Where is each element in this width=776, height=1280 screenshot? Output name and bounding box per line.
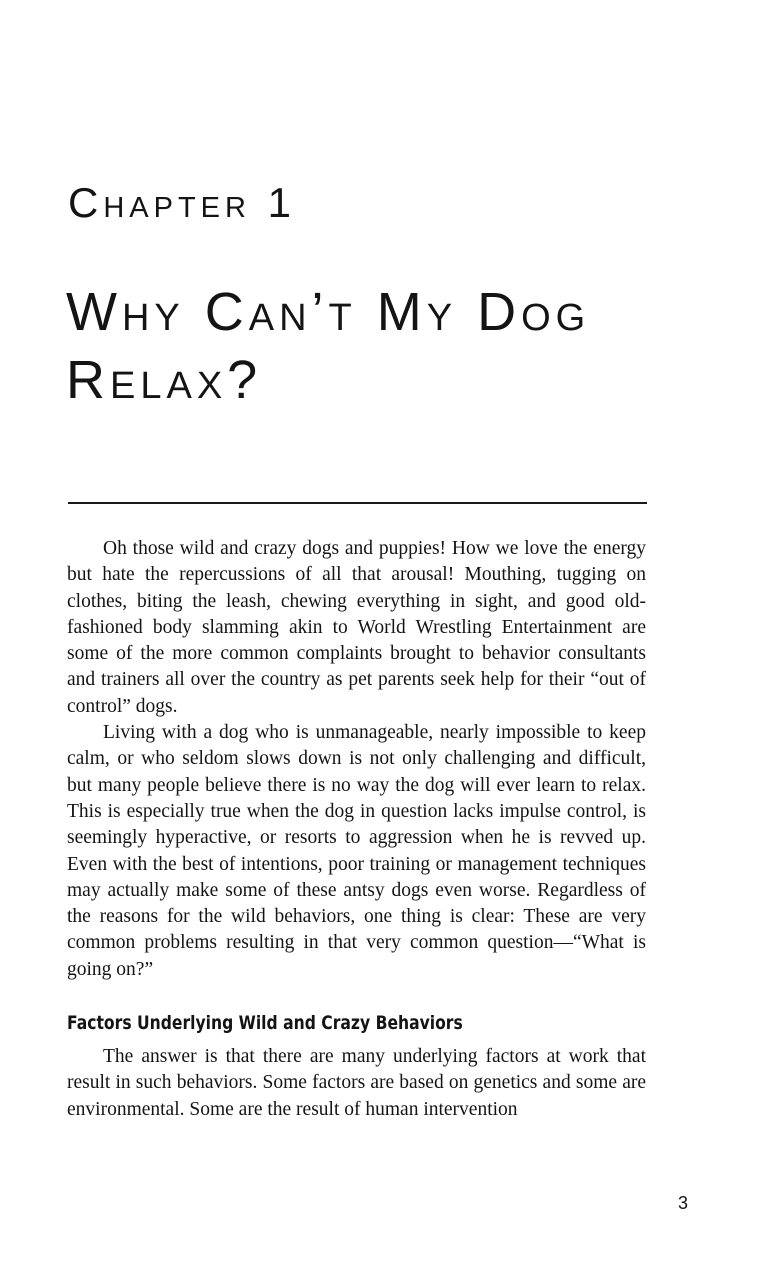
chapter-title: Why Can’t My Dog Relax? (66, 282, 591, 410)
paragraph-1: Oh those wild and crazy dogs and puppies! How we love the energy but hate the repercussions of all that arousal! Mouthing, tugging on clothes, biting the leash, chewing everything in sight, and good old-fashioned body slamming akin to World Wrestling Entertainment are some of the more common complaints brought to behavior consultants and trainers all over the country as pet parents seek help for their “out of control” dogs. (67, 538, 646, 717)
page-number: 3 (678, 1193, 689, 1213)
body-text (67, 536, 646, 983)
chapter-label: Chapter 1 (68, 179, 296, 226)
section-paragraph-1: The answer is that there are many underlying factors at work that result in such behaviors. Some factors are based on genetics and some are environmental. Some are the result of human intervention (67, 1046, 646, 1120)
title-divider (68, 502, 647, 504)
paragraph-2: Living with a dog who is unmanageable, nearly impossible to keep calm, or who seldom slows down is not only challenging and difficult, but many people believe there is no way the dog will ever learn to relax. This is especially true when the dog in question lacks impulse control, is seemingly hyperactive, or resorts to aggression when he is revved up. Even with the best of intentions, poor training or management techniques may actually make some of these antsy dogs even worse. Regardless of the reasons for the wild behaviors, one thing is clear: These are very common problems resulting in that very common question—“What is going on?” (67, 722, 646, 980)
section-body-text (67, 1044, 646, 1123)
section-heading: Factors Underlying Wild and Crazy Behaviors (67, 1012, 463, 1034)
